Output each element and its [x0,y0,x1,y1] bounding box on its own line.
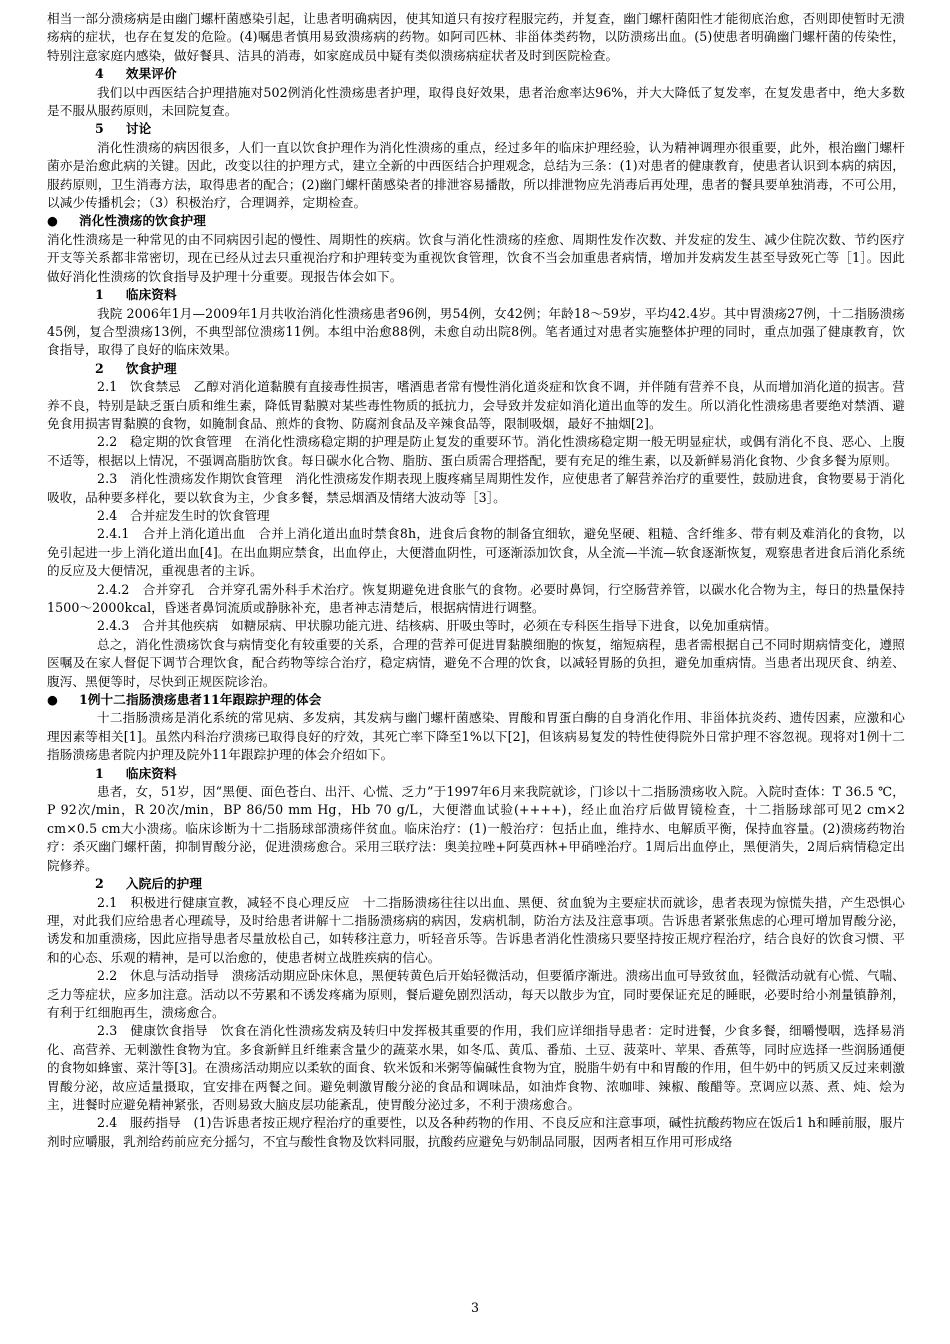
section-number: 4 [95,66,104,82]
body-paragraph: 2.4.1 合并上消化道出血 合并上消化道出血时禁食8h，进食后食物的制备宜细软，避免坚硬、粗糙、含纤维多、带有刺及难消化的食物，以免引起进一步上消化道出血[4]。在出血期应禁食，出血停止，大便潜血阴性，可逐渐添加饮食，从全流—半流—软食逐渐恢复，观察患者进食后消化系统的反应及大便情况，重视患者的主诉。 [47,526,905,579]
body-paragraph: 2.1 饮食禁忌 乙醇对消化道黏膜有直接毒性损害，嗜酒患者常有慢性消化道炎症和饮食不调，并伴随有营养不良，从而增加消化道的损害。营养不良，特别是缺乏蛋白质和维生素，降低胃黏膜对某些毒性物质的抵抗力，会导致并发症如消化道出血等的发生。所以消化性溃疡患者要绝对禁酒、避免食用损害胃黏膜的食物，如腌制食品、煎炸的食物、防腐剂食品及辛辣食品等，限制吸烟，最好不抽烟[2]。 [47,379,905,431]
document-page [47,10,905,1151]
body-paragraph: 2.3 健康饮食指导 饮食在消化性溃疡发病及转归中发挥极其重要的作用，我们应详细指导患者：定时进餐，少食多餐，细嚼慢咽，选择易消化、高营养、无刺激性食物为宜。多食新鲜且纤维素含量少的蔬菜水果，如冬瓜、黄瓜、番茄、土豆、菠菜叶、苹果、香蕉等，同时应选择一些润肠通便的食物如蜂蜜、菜汁等[3]。在溃疡活动期应以柔软的面食、软米饭和米粥等偏碱性食物为宜，脱脂牛奶有中和胃酸的作用，但牛奶中的钙质又反过来刺激胃酸分泌，故应适量摄取，宜安排在两餐之间。避免刺激胃酸分泌的食品和调味品，如油炸食物、浓咖啡、辣椒、酸醋等。烹调应以蒸、煮、炖、烩为主，进餐时应避免精神紧张，否则易致大脑皮层功能紊乱，使胃酸分泌过多，不利于溃疡愈合。 [47,1023,905,1112]
section-number: 1 [95,287,104,303]
section-title: 临床资料 [125,765,177,781]
section-number: 2 [95,360,104,376]
section-number: 2 [95,876,104,892]
body-paragraph: 消化性溃疡的病因很多，人们一直以饮食护理作为消化性溃疡的重点，经过多年的临床护理经验，认为精神调理亦很重要，此外，根治幽门螺杆菌亦是治愈此病的关键。因此，改变以往的护理方式，建立全新的中西医结合护理观念，总结为三条：(1)对患者的健康教育，使患者认识到本病的病因，服药原则，卫生消毒方法，取得患者的配合；(2)幽门螺杆菌感染者的排泄容易播散，所以排泄物应先消毒后再处理，患者的餐具要单独消毒，不可公用，以减少传播机会；（3）积极治疗，合理调养，定期检查。 [47,139,905,211]
body-paragraph: 十二指肠溃疡是消化系统的常见病、多发病，其发病与幽门螺杆菌感染、胃酸和胃蛋白酶的自身消化作用、非甾体抗炎药、遗传因素，应激和心理因素等相关[1]。虽然内科治疗溃疡已取得良好的疗效，其死亡率下降至1%以下[2]，但该病易复发的特性使得院外日常护理不容忽视。现将对1例十二指肠溃疡患者院内护理及院外11年跟踪护理的体会介绍如下。 [47,710,905,763]
article-title: 消化性溃疡的饮食护理 [79,213,206,229]
article-heading [47,212,905,230]
section-title: 讨论 [125,121,152,137]
section-heading [47,875,905,893]
page-number: 3 [470,1300,479,1315]
section-number: 1 [95,765,104,781]
body-paragraph: 2.4.2 合并穿孔 合并穿孔需外科手术治疗。恢复期避免进食胀气的食物。必要时鼻饲，行空肠营养管，以碳水化合物为主，每日的热量保持1500～2000kcal，昏迷者鼻饲流质或静脉补充，患者神志清楚后，根据病情进行调整。 [47,581,905,615]
section-heading [47,120,905,138]
body-paragraph: 2.4.3 合并其他疾病 如糖尿病、甲状腺功能亢进、结核病、肝吸虫等时，必须在专科医生指导下进食，以免加重病情。 [97,618,777,634]
body-paragraph: 2.2 休息与活动指导 溃疡活动期应卧床休息，黑便转黄色后开始轻微活动，但要循序渐进。溃疡出血可导致贫血，轻微活动就有心慌、气喘、乏力等症状，应多加注意。活动以不劳累和不诱发疼痛为原则，餐后避免剧烈活动，每天以散步为宜，同时要保证充足的睡眠，必要时给小剂量镇静剂，有利于红细胞再生，溃疡愈合。 [47,968,905,1020]
body-paragraph: 总之，消化性溃疡饮食与病情变化有较重要的关系，合理的营养可促进胃黏膜细胞的恢复，缩短病程，患者需根据自己不同时期病情变化，遵照医嘱及在家人督促下调节合理饮食，配合药物等综合治疗，稳定病情，避免不合理的饮食，以减轻胃肠的负担，避免加重病情。当患者出现厌食、纳差、腹泻、黑便等时，尽快到正规医院诊治。 [47,636,905,689]
bullet-icon: ● [47,213,59,229]
body-paragraph: 2.1 积极进行健康宣教，减轻不良心理反应 十二指肠溃疡往往以出血、黑便、贫血貌为主要症状而就诊，患者表现为惊慌失措，产生恐惧心理，对此我们应给患者心理疏导，及时给患者讲解十二指肠溃疡病的病因，发病机制，防治方法及注意事项。告诉患者紧张焦虑的心理可增加胃酸分泌，诱发和加重溃疡，因此应指导患者尽量放松自己，如转移注意力，听轻音乐等。告诉患者消化性溃疡只要坚持按正规疗程治疗，结合良好的饮食习惯、平和的心态、乐观的精神，是可以治愈的，使患者树立战胜疾病的信心。 [47,894,905,965]
body-paragraph: 我们以中西医结合护理措施对502例消化性溃疡患者护理，取得良好效果，患者治愈率达96%，并大大降低了复发率，在复发患者中，绝大多数是不服从服药原则，未回院复查。 [47,84,905,119]
body-paragraph: 相当一部分溃疡病是由幽门螺杆菌感染引起，让患者明确病因，使其知道只有按疗程服完药，并复查，幽门螺杆菌阳性才能彻底治愈，否则即使暂时无溃疡病的症状，也存在复发的危险。(4)嘱患者慎用易致溃疡病的药物。如阿司匹林、非甾体类药物，以防溃疡出血。(5)使患者明确幽门螺杆菌的传染性，特别注意家庭内感染，做好餐具、洁具的消毒，如家庭成员中疑有类似溃疡病症状者及时到医院检查。 [47,11,905,63]
section-title: 效果评价 [125,66,177,82]
body-paragraph: 我院 2006年1月—2009年1月共收治消化性溃疡患者96例，男54例，女42例；年龄18～59岁，平均42.4岁。其中胃溃疡27例，十二指肠溃疡45例，复合型溃疡13例，不典型部位溃疡11例。本组中治愈88例，未愈自动出院8例。笔者通过对患者实施整体护理的同时，重点加强了健康教育，饮食指导，取得了良好的临床效果。 [47,305,905,358]
section-title: 临床资料 [125,287,177,303]
body-paragraph: 消化性溃疡是一种常见的由不同病因引起的慢性、周期性的疾病。饮食与消化性溃疡的痊愈、周期性发作次数、并发症的发生、减少住院次数、节约医疗开支等关系都非常密切，现在已经从过去只重视治疗和护理转变为重视饮食管理，饮食不当会加重患者病情，增加并发病发生甚至导致死亡等［1］。因此做好消化性溃疡的饮食指导及护理十分重要。现报告体会如下。 [47,231,905,284]
bullet-icon: ● [47,692,59,708]
article-title: 1例十二指肠溃疡患者11年跟踪护理的体会 [79,692,322,708]
body-paragraph: 2.4 服药指导 (1)告诉患者按正规疗程治疗的重要性，以及各种药物的作用、不良反应和注意事项，碱性抗酸药物应在饭后1 h和睡前服，服片剂时应嚼服，乳剂给药前应充分摇匀，不宜与酸性食物及饮料同服，抗酸药应避免与奶制品同服，因两者相互作用可形成络 [47,1115,905,1149]
section-title: 入院后的护理 [125,876,203,892]
section-heading [47,765,905,783]
section-heading [47,286,905,304]
section-title: 饮食护理 [125,360,177,376]
article-heading [47,691,905,709]
body-paragraph: 2.4 合并症发生时的饮食管理 [97,507,270,523]
body-paragraph: 2.3 消化性溃疡发作期饮食管理 消化性溃疡发作期表现上腹疼痛呈周期性发作，应使患者了解营养治疗的重要性，鼓励进食，食物要易于消化吸收，品种要多样化，要以软食为主，少食多餐，禁忌烟酒及情绪大波动等［3］。 [47,471,905,505]
body-paragraph: 2.2 稳定期的饮食管理 在消化性溃疡稳定期的护理是防止复发的重要环节。消化性溃疡稳定期一般无明显症状，或偶有消化不良、恶心、上腹不适等，根据以上情况，不强调高脂肪饮食。每日碳水化合物、脂肪、蛋白质需合理搭配，要有充足的维生素，以及新鲜易消化食物、少食多餐为原则。 [47,434,905,468]
section-heading [47,360,905,378]
section-number: 5 [95,121,104,137]
body-paragraph: 患者，女，51岁，因“黑便、面色苍白、出汗、心慌、乏力”于1997年6月来我院就诊，门诊以十二指肠溃疡收入院。入院时查体：T 36.5 ℃，P 92次/min，R 20次/min，BP 86/50 mm Hg，Hb 70 g/L，大便潜血试验(++++)，经止血治疗后做胃镜检查，十二指肠球部可见2 cm×2 cm×0.5 cm大小溃疡。临床诊断为十二指肠球部溃疡伴贫血。临床治疗：(1)一般治疗：包括止血，维持水、电解质平衡，保持血容量。(2)溃疡药物治疗：杀灭幽门螺杆菌，抑制胃酸分泌，促进溃疡愈合。采用三联疗法：奥美拉唑+阿莫西林+甲硝唑治疗。1周后出血停止，黑便消失，2周后病情稳定出院修养。 [47,784,905,873]
section-heading [47,65,905,83]
